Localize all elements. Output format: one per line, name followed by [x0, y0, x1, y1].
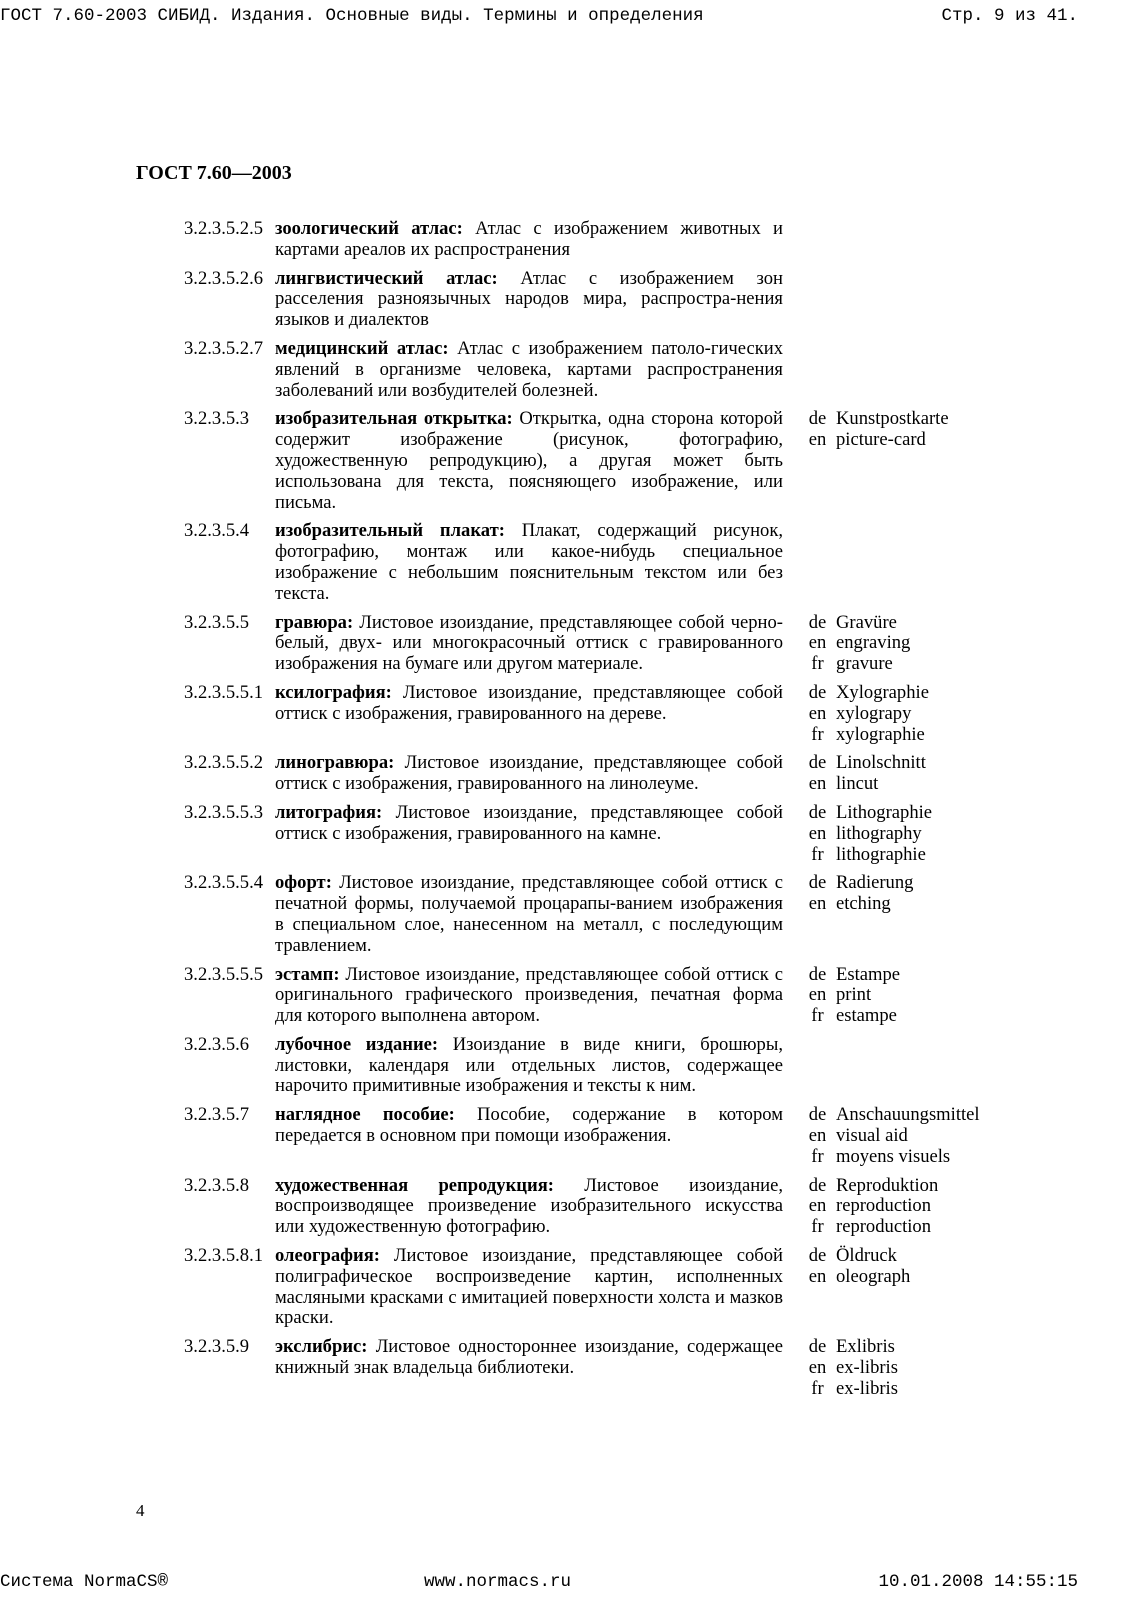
language-code: de	[808, 408, 827, 430]
definition-entry	[184, 683, 1014, 745]
foreign-term: reproduction	[836, 1216, 932, 1238]
foreign-term: picture-card	[836, 429, 926, 451]
definition-entry	[184, 965, 1014, 1027]
entry-definition	[275, 1246, 783, 1329]
foreign-term-row	[799, 985, 900, 1006]
foreign-term-row	[799, 1267, 910, 1288]
foreign-equivalents	[799, 753, 926, 795]
entry-number: 3.2.3.5.4	[184, 520, 250, 542]
language-code: fr	[811, 1005, 824, 1027]
foreign-term: oleograph	[836, 1265, 911, 1287]
entry-definition	[275, 269, 783, 331]
language-code: de	[808, 752, 827, 774]
entry-text: Листовое изоиздание, представляющее собой черно-белый, двух- или многокрасочный оттиск с гравированного изображения на бумаге или другом материале.	[275, 611, 783, 675]
foreign-term-row	[799, 430, 949, 451]
entry-term: олеография:	[275, 1245, 380, 1267]
entry-term: эстамп:	[275, 963, 340, 985]
language-code: de	[808, 801, 827, 823]
entry-term: ксилография:	[275, 681, 392, 703]
language-code: en	[808, 1125, 827, 1147]
entry-number: 3.2.3.5.8	[184, 1174, 250, 1196]
definition-entry	[184, 1246, 1014, 1329]
entry-term: изобразительная открытка:	[275, 408, 513, 430]
document-title: ГОСТ 7.60—2003	[136, 162, 292, 184]
foreign-term-row	[799, 1337, 898, 1358]
foreign-term-row	[799, 683, 929, 704]
foreign-term: xylographie	[836, 723, 925, 745]
foreign-term: visual aid	[836, 1125, 908, 1147]
foreign-term-row	[799, 873, 913, 894]
entry-text: Пособие, содержание в котором передается в основном при помощи изображения.	[275, 1104, 783, 1147]
entry-text: Атлас с изображением животных и картами ареалов их распространения	[275, 218, 783, 260]
entry-text: Атлас с изображением зон расселения разноязычных народов мира, распростра-нения языков и диалектов	[275, 267, 783, 331]
entry-text: Листовое изоиздание, представляющее собой оттиск с печатной формы, получаемой процарапы-ванием изображения в специальном слое, нанесенном на металл, с последующим травлением.	[275, 872, 783, 956]
foreign-term-row	[799, 1196, 938, 1217]
entry-definition	[275, 1176, 783, 1238]
foreign-term-row	[799, 965, 900, 986]
entry-definition	[275, 1105, 783, 1147]
foreign-term-row	[799, 654, 910, 675]
foreign-term-row	[799, 824, 932, 845]
definition-entry	[184, 219, 1014, 261]
entry-number: 3.2.3.5.5.1	[184, 681, 264, 703]
entry-definition	[275, 753, 783, 795]
entry-term: изобразительный плакат:	[275, 520, 505, 542]
language-code: en	[808, 984, 827, 1006]
entry-text: Открытка, одна сторона которой содержит изображение (рисунок, фотографию, художественную репродукцию), а другая может быть использована для текста, поясняющего изображение, или письма.	[275, 408, 783, 513]
foreign-term-row	[799, 613, 910, 634]
entry-definition	[275, 683, 783, 725]
language-code: de	[808, 1336, 827, 1358]
foreign-term-row	[799, 1006, 900, 1027]
entry-text: Листовое изоиздание, воспроизводящее произведение изобразительного искусства или художественную фотографию.	[275, 1174, 783, 1238]
definition-entry	[184, 269, 1014, 331]
foreign-term: estampe	[836, 1005, 897, 1027]
page-number: 4	[136, 1501, 145, 1520]
entry-term: медицинский атлас:	[275, 337, 449, 359]
foreign-equivalents	[799, 965, 900, 1027]
foreign-term-row	[799, 409, 949, 430]
language-code: en	[808, 429, 827, 451]
foreign-term: Radierung	[836, 872, 914, 894]
entry-definition	[275, 219, 783, 261]
language-code: de	[808, 611, 827, 633]
entry-definition	[275, 409, 783, 513]
foreign-equivalents	[799, 1105, 980, 1167]
entry-definition	[275, 873, 783, 956]
language-code: en	[808, 893, 827, 915]
language-code: en	[808, 1195, 827, 1217]
foreign-term-row	[799, 704, 929, 725]
entry-number: 3.2.3.5.9	[184, 1336, 250, 1358]
definition-entry	[184, 613, 1014, 675]
language-code: en	[808, 1357, 827, 1379]
entry-term: экслибрис:	[275, 1336, 368, 1358]
entry-number: 3.2.3.5.5	[184, 611, 250, 633]
entry-term: лубочное издание:	[275, 1033, 439, 1055]
definition-entry	[184, 339, 1014, 401]
foreign-term: moyens visuels	[836, 1145, 951, 1167]
foreign-equivalents	[799, 683, 929, 745]
definitions-list	[184, 219, 1014, 1408]
foreign-term: Reproduktion	[836, 1174, 939, 1196]
foreign-term: engraving	[836, 632, 911, 654]
foreign-equivalents	[799, 803, 932, 865]
foreign-term: xylograpy	[836, 702, 912, 724]
foreign-term: Kunstpostkarte	[836, 408, 949, 430]
foreign-term-row	[799, 1217, 938, 1238]
foreign-term: Exlibris	[836, 1336, 895, 1358]
header-title: ГОСТ 7.60-2003 СИБИД. Издания. Основные виды. Термины и определения	[0, 6, 704, 26]
foreign-term: print	[836, 984, 872, 1006]
entry-definition	[275, 339, 783, 401]
foreign-term-row	[799, 1126, 980, 1147]
entry-term: наглядное пособие:	[275, 1104, 455, 1126]
foreign-term-row	[799, 1246, 910, 1267]
language-code: en	[808, 632, 827, 654]
foreign-term-row	[799, 753, 926, 774]
foreign-equivalents	[799, 1246, 910, 1288]
definition-entry	[184, 753, 1014, 795]
definition-entry	[184, 873, 1014, 956]
foreign-term: etching	[836, 893, 891, 915]
entry-definition	[275, 1035, 783, 1097]
entry-text: Листовое изоиздание, представляющее собой оттиск с оригинального графического произведения, печатная форма для которого выполнена автором.	[275, 963, 783, 1027]
entry-number: 3.2.3.5.2.7	[184, 337, 264, 359]
language-code: en	[808, 822, 827, 844]
foreign-term: Lithographie	[836, 801, 933, 823]
language-code: de	[808, 1245, 827, 1267]
language-code: fr	[811, 1145, 824, 1167]
foreign-term-row	[799, 845, 932, 866]
footer-system: Система NormaCS®	[0, 1572, 169, 1592]
language-code: fr	[811, 843, 824, 865]
entry-term: гравюра:	[275, 611, 354, 633]
entry-definition	[275, 613, 783, 675]
language-code: de	[808, 872, 827, 894]
foreign-equivalents	[799, 873, 913, 915]
definition-entry	[184, 1337, 1014, 1399]
language-code: de	[808, 1174, 827, 1196]
definition-entry	[184, 1035, 1014, 1097]
entry-number: 3.2.3.5.8.1	[184, 1245, 264, 1267]
foreign-term: ex-libris	[836, 1377, 898, 1399]
entry-definition	[275, 965, 783, 1027]
definition-entry	[184, 1176, 1014, 1238]
foreign-term: lithographie	[836, 843, 926, 865]
entry-term: зоологический атлас:	[275, 218, 463, 239]
language-code: fr	[811, 653, 824, 675]
entry-text: Плакат, содержащий рисунок, фотографию, монтаж или какое-нибудь специальное изображение с небольшим пояснительным текстом или без текста.	[275, 520, 784, 604]
entry-number: 3.2.3.5.5.2	[184, 752, 264, 774]
foreign-term: gravure	[836, 653, 893, 675]
entry-number: 3.2.3.5.7	[184, 1104, 250, 1126]
entry-number: 3.2.3.5.5.5	[184, 963, 264, 985]
definition-entry	[184, 409, 1014, 513]
language-code: en	[808, 702, 827, 724]
language-code: fr	[811, 723, 824, 745]
language-code: fr	[811, 1377, 824, 1399]
foreign-term-row	[799, 1105, 980, 1126]
language-code: en	[808, 1265, 827, 1287]
entry-text: Изоиздание в виде книги, брошюры, листовки, календаря или отдельных листов, содержащее нарочито примитивные изображения и тексты к ним.	[275, 1033, 784, 1097]
foreign-term: reproduction	[836, 1195, 932, 1217]
foreign-term: lithography	[836, 822, 922, 844]
entry-number: 3.2.3.5.5.4	[184, 872, 264, 894]
definition-entry	[184, 521, 1014, 604]
entry-term: линогравюра:	[275, 752, 395, 774]
entry-term: художественная репродукция:	[275, 1174, 554, 1196]
foreign-term: Linolschnitt	[836, 752, 926, 774]
foreign-term: Öldruck	[836, 1245, 897, 1267]
entry-number: 3.2.3.5.2.5	[184, 218, 264, 239]
foreign-term-row	[799, 894, 913, 915]
footer-datetime: 10.01.2008 14:55:15	[878, 1572, 1078, 1592]
entry-term: литография:	[275, 801, 383, 823]
header-page-counter: Стр. 9 из 41.	[941, 6, 1078, 26]
language-code: de	[808, 1104, 827, 1126]
foreign-term-row	[799, 774, 926, 795]
foreign-equivalents	[799, 1337, 898, 1399]
foreign-term-row	[799, 1358, 898, 1379]
entry-text: Листовое изоиздание, представляющее собой оттиск с изображения, гравированного на дереве.	[275, 681, 783, 724]
entry-text: Атлас с изображением патоло-гических явлений в организме человека, картами распространения заболеваний или возбудителей болезней.	[275, 337, 783, 401]
entry-number: 3.2.3.5.6	[184, 1033, 250, 1055]
entry-number: 3.2.3.5.3	[184, 408, 250, 430]
foreign-equivalents	[799, 613, 910, 675]
entry-number: 3.2.3.5.2.6	[184, 267, 264, 289]
foreign-term-row	[799, 633, 910, 654]
entry-definition	[275, 803, 783, 845]
foreign-term: lincut	[836, 773, 879, 795]
foreign-term: ex-libris	[836, 1357, 898, 1379]
foreign-term-row	[799, 725, 929, 746]
language-code: de	[808, 681, 827, 703]
definition-entry	[184, 803, 1014, 865]
foreign-term: Estampe	[836, 963, 901, 985]
foreign-term: Gravüre	[836, 611, 897, 633]
entry-text: Листовое одностороннее изоиздание, содержащее книжный знак владельца библиотеки.	[275, 1336, 783, 1379]
foreign-term: Anschauungsmittel	[836, 1104, 980, 1126]
entry-text: Листовое изоиздание, представляющее собой оттиск с изображения, гравированного на линолеуме.	[275, 752, 783, 795]
foreign-term-row	[799, 1176, 938, 1197]
foreign-term-row	[799, 1379, 898, 1400]
foreign-term: Xylographie	[836, 681, 929, 703]
entry-term: офорт:	[275, 872, 332, 894]
entry-text: Листовое изоиздание, представляющее собой оттиск с изображения, гравированного на камне.	[275, 801, 784, 844]
entry-number: 3.2.3.5.5.3	[184, 801, 264, 823]
entry-text: Листовое изоиздание, представляющее собой полиграфическое воспроизведение картин, исполненных масляными красками с имитацией поверхности холста и мазков краски.	[275, 1245, 783, 1329]
language-code: en	[808, 773, 827, 795]
definition-entry	[184, 1105, 1014, 1167]
footer-url: www.normacs.ru	[424, 1572, 572, 1592]
foreign-equivalents	[799, 409, 949, 451]
foreign-term-row	[799, 803, 932, 824]
language-code: de	[808, 963, 827, 985]
entry-definition	[275, 1337, 783, 1379]
foreign-term-row	[799, 1147, 980, 1168]
entry-term: лингвистический атлас:	[275, 267, 498, 289]
foreign-equivalents	[799, 1176, 938, 1238]
language-code: fr	[811, 1216, 824, 1238]
entry-definition	[275, 521, 783, 604]
